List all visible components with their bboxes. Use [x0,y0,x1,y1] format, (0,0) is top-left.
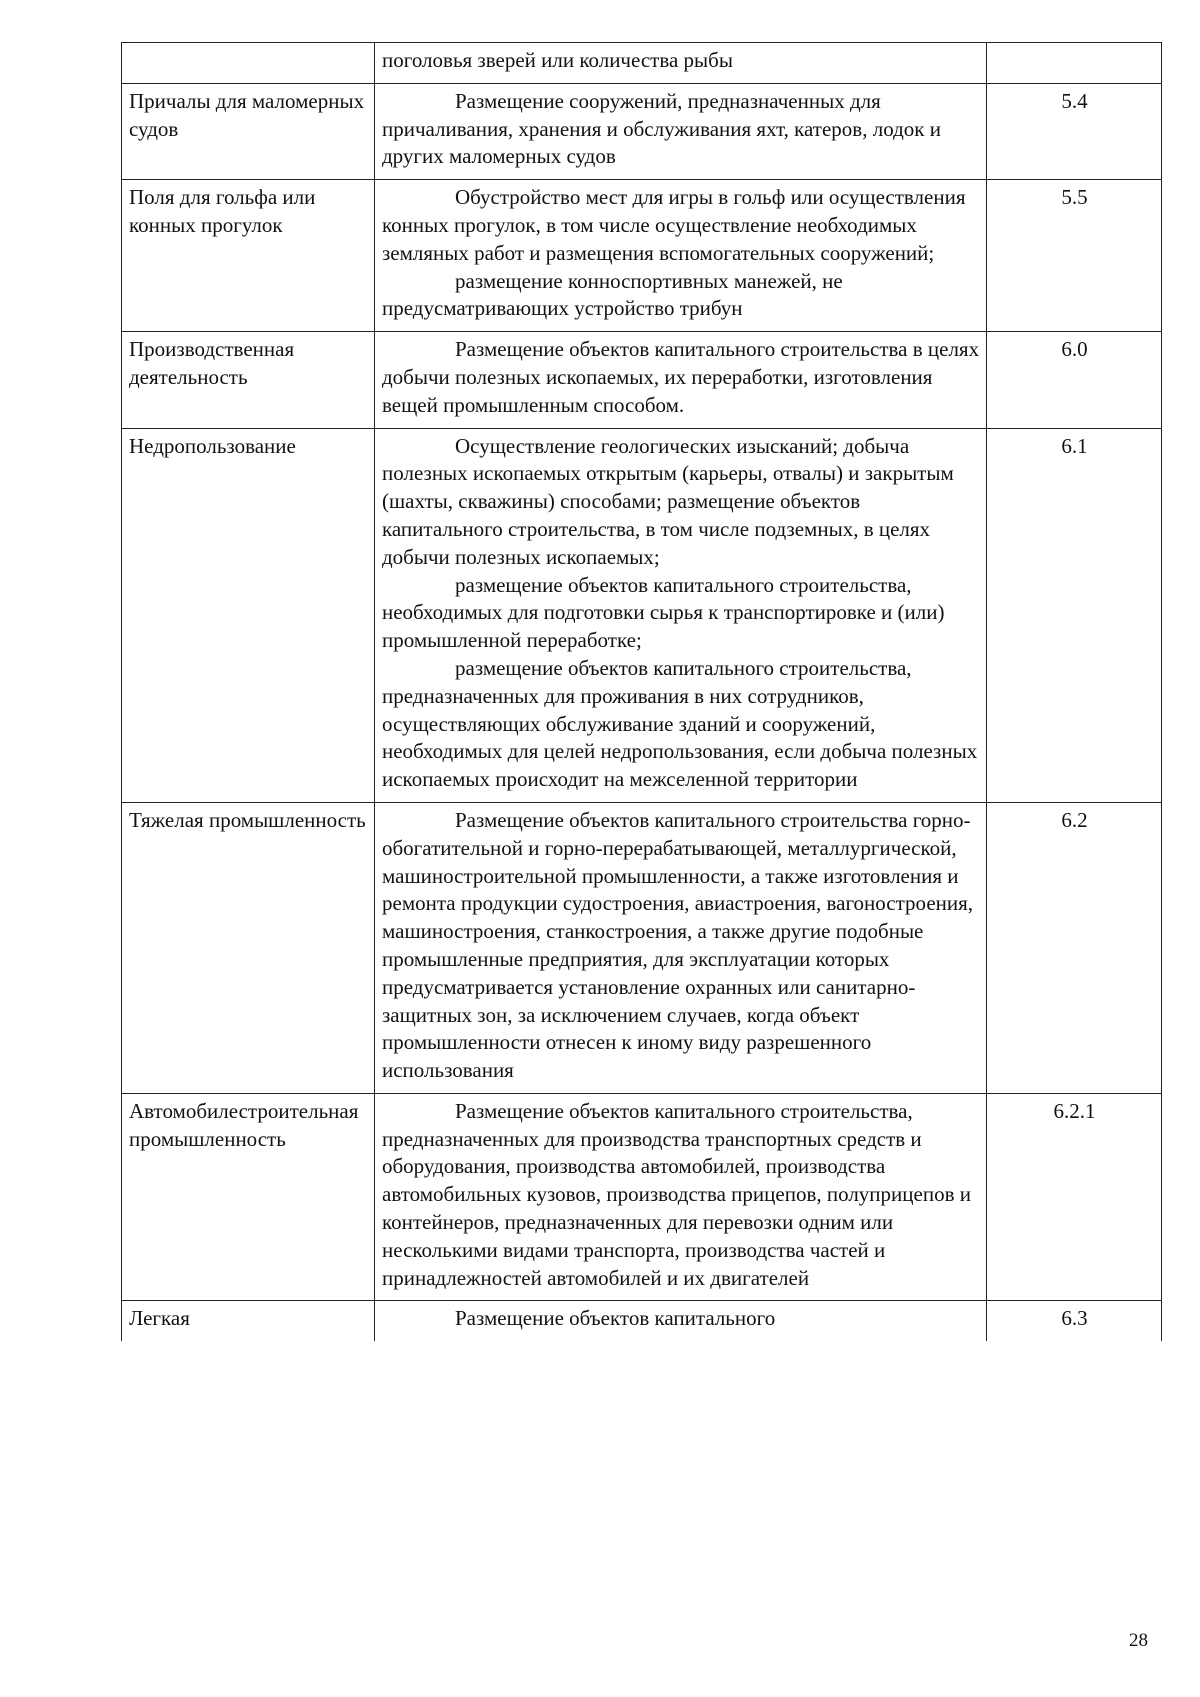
table-row [122,428,1162,802]
use-type-description [375,1093,987,1301]
use-type-code [987,43,1162,84]
description-paragraph: Размещение объектов капитального строительства в целях добычи полезных ископаемых, их переработки, изготовления вещей промышленным способом. [382,337,980,417]
use-type-name: Автомобилестроительная промышленность [122,1093,375,1301]
use-type-description [375,428,987,802]
use-type-description [375,332,987,428]
description-paragraph: Размещение сооружений, предназначенных для причаливания, хранения и обслуживания яхт, катеров, лодок и других маломерных судов [382,88,941,169]
use-type-description [375,83,987,179]
description-paragraph: размещение объектов капитального строительства, необходимых для подготовки сырья к транспортировке и (или) промышленной переработке; [382,572,945,653]
use-type-code: 6.0 [987,332,1162,428]
description-paragraph: Осуществление геологических изысканий; добыча полезных ископаемых открытым (карьеры, отвалы) и закрытым (шахты, скважины) способами; размещение объектов капитального строительства, в том числе подземных, в целях добычи полезных ископаемых; [382,433,954,569]
description-paragraph: размещение объектов капитального строительства, предназначенных для проживания в них сотрудников, осуществляющих обслуживание зданий и сооружений, необходимых для целей недропользования, если добыча полезных ископаемых происходит на межселенной территории [382,655,978,792]
use-type-name: Тяжелая промышленность [122,802,375,1093]
use-type-description [375,43,987,84]
use-type-name: Недропользование [122,428,375,802]
use-type-description [375,180,987,332]
use-type-description [375,1301,987,1341]
use-type-code: 6.1 [987,428,1162,802]
use-type-code: 6.2 [987,802,1162,1093]
page-number: 28 [1129,1630,1148,1651]
description-paragraph: Размещение объектов капитального строительства горно-обогатительной и горно-перерабатывающей, металлургической, машиностроительной промышленности, а также изготовления и ремонта продукции судостроения, авиастроения, вагоностроения, машиностроения, станкостроения, а также другие подобные промышленные предприятия, для эксплуатации которых предусматривается установление охранных или санитарно-защитных зон, за исключением случаев, когда объект промышленности отнесен к иному виду разрешенного использования [382,807,974,1083]
description-paragraph: размещение конноспортивных манежей, не предусматривающих устройство трибун [382,268,843,321]
use-type-name [122,43,375,84]
table-row [122,43,1162,84]
table-row [122,332,1162,428]
table-row [122,1301,1162,1341]
table-row [122,1093,1162,1301]
use-type-code: 5.4 [987,83,1162,179]
use-type-code: 6.2.1 [987,1093,1162,1301]
description-paragraph: Обустройство мест для игры в гольф или осуществления конных прогулок, в том числе осуществление необходимых земляных работ и размещения вспомогательных сооружений; [382,185,966,265]
description-paragraph: Размещение объектов капитального строительства, предназначенных для производства транспортных средств и оборудования, производства автомобилей, производства автомобильных кузовов, производства прицепов, полуприцепов и контейнеров, предназначенных для перевозки одним или несколькими видами транспорта, производства частей и принадлежностей автомобилей и их двигателей [382,1098,971,1290]
table-row [122,802,1162,1093]
table-row [122,180,1162,332]
description-paragraph: Размещение объектов капитального [455,1306,776,1331]
description-paragraph: поголовья зверей или количества рыбы [382,48,733,72]
use-type-description [375,802,987,1093]
use-type-code: 5.5 [987,180,1162,332]
use-type-name: Поля для гольфа или конных прогулок [122,180,375,332]
use-type-code: 6.3 [987,1301,1162,1341]
use-type-name: Легкая [122,1301,375,1341]
table-row [122,83,1162,179]
use-type-name: Причалы для маломерных судов [122,83,375,179]
use-type-name: Производственная деятельность [122,332,375,428]
land-use-table [121,42,1162,1341]
